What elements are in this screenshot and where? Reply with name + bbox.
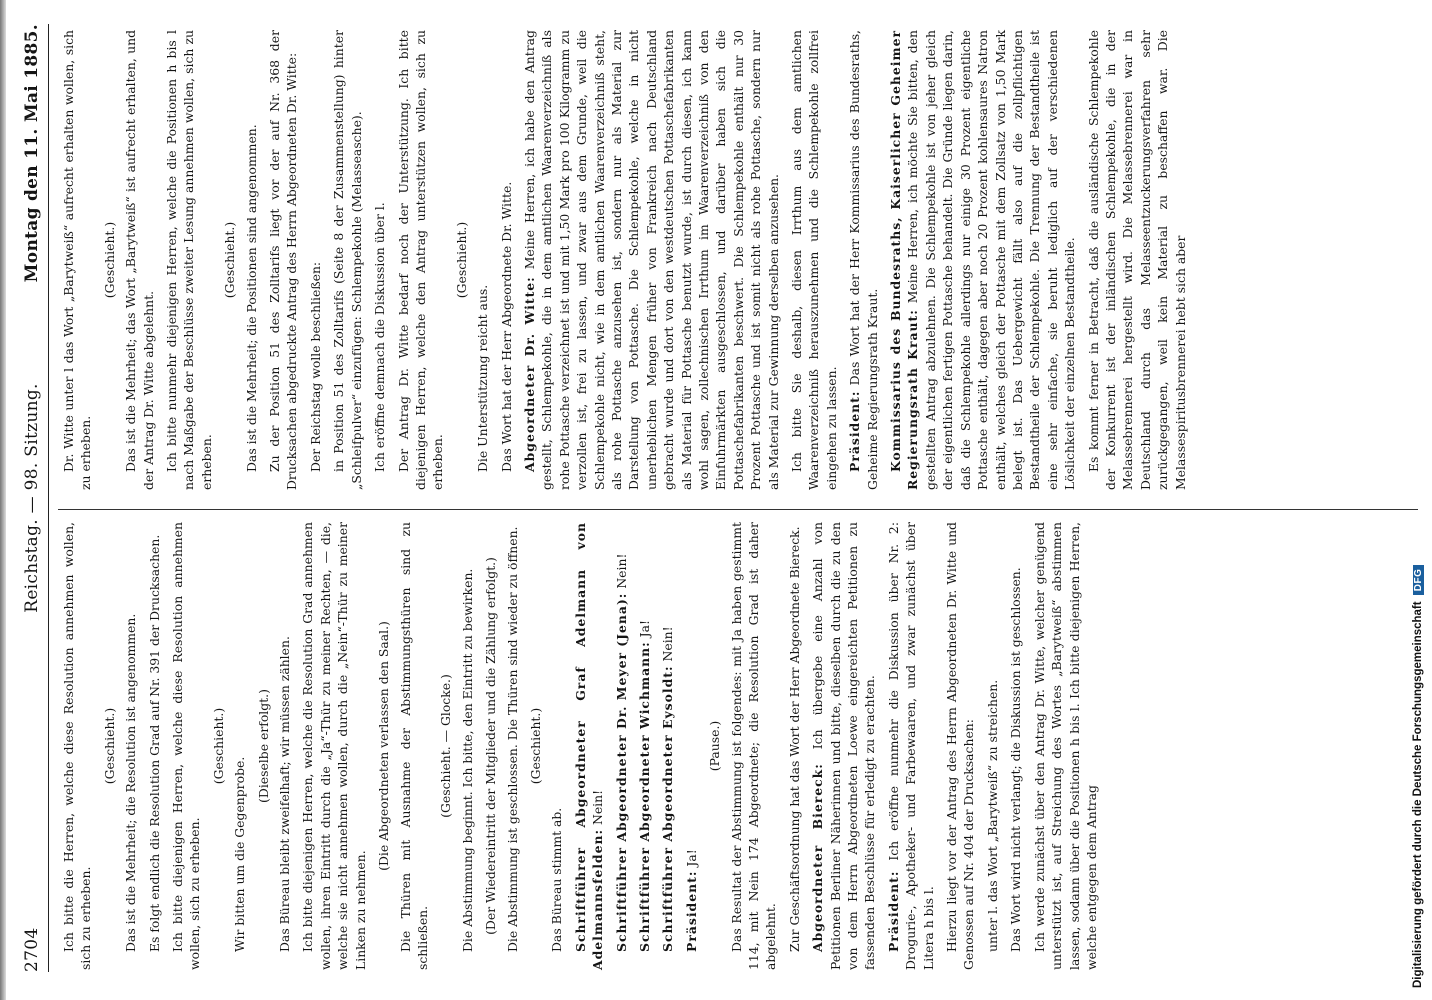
page-number: 2704 bbox=[22, 927, 42, 972]
right-column-paragraph: Das ist die Mehrheit; das Wort „Barytweiß“ ist aufrecht erhalten, und der Antrag Dr. Witte abgelehnt. bbox=[123, 30, 156, 490]
right-column-paragraph: Kommissarius des Bundesraths, Kaiserlicher Geheimer Regierungsrath Kraut: Meine Herren, ich möchte Sie bitten, den gestellten Antrag abzulehnen. Die Schlempekohle ist von jeher gleich der eigentlichen fertigen Pottasche behandelt. Die Gründe liegen darin, daß die Schlempekohle allerdings nur einige 30 Prozent eigentliche Pottasche enthält, dagegen aber noch 20 Prozent kohlensaures Natron enthält, welches gleich der Pottasche mit dem Zollsatz von 1,50 Mark belegt ist. Das Uebergewicht fällt also auf die zollpflichtigen Bestandtheile der Schlempekohle. Die Trennung der Bestandtheile ist eine sehr einfache, sie beruht lediglich auf der verschiedenen Löslichkeit der einzelnen Bestandtheile. bbox=[888, 29, 1078, 490]
left-column-paragraph: unter l. das Wort „Barytweiß“ zu streichen. bbox=[984, 679, 1000, 952]
right-column bbox=[58, 30, 1195, 490]
left-column-paragraph: Zur Geschäftsordnung hat das Wort der Herr Abgeordnete Biereck. bbox=[786, 526, 802, 952]
sidebar-credit-text: Digitalisierung gefördert durch die Deutsche Forschungsgemeinschaft bbox=[1412, 601, 1424, 988]
left-column-paragraph: (Pause.) bbox=[707, 720, 723, 772]
left-column-paragraph: Das Resultat der Abstimmung ist folgendes: mit Ja haben gestimmt 114, mit Nein 174 Abgeordnete; die Resolution Grad ist daher abgelehnt. bbox=[728, 522, 779, 970]
right-column-paragraph: (Geschieht.) bbox=[101, 221, 117, 299]
right-column-paragraph: Der Reichstag wolle beschließen: bbox=[307, 261, 323, 472]
left-column-paragraph: Ich werde zunächst über den Antrag Dr. Witte, welcher genügend unterstützt ist, auf Streichung des Wortes „Barytweiß“ abstimmen lassen, sodann über die Positionen h bis l. Ich bitte diejenigen Herren, welche entgegen dem Antrag bbox=[1031, 522, 1099, 970]
speaker-label: Präsident: bbox=[885, 870, 901, 952]
left-column-paragraph: (Geschieht.) bbox=[210, 707, 226, 785]
session-date: Montag den 11. Mai 1885. bbox=[22, 24, 42, 283]
right-column-paragraph: Die Unterstützung reicht aus. bbox=[475, 284, 491, 472]
left-column-paragraph: Die Abstimmung ist geschlossen. Die Thüren sind wieder zu öffnen. bbox=[504, 526, 520, 952]
left-column-paragraph: Präsident: Ja! bbox=[683, 849, 699, 952]
speaker-label: Präsident: bbox=[847, 390, 863, 472]
left-column-paragraph: Die Abstimmung beginnt. Ich bitte, den Eintritt zu bewirken. bbox=[459, 568, 475, 952]
left-column-paragraph: Das Büreau bleibt zweifelhaft; wir müssen zählen. bbox=[277, 636, 293, 952]
right-column-paragraph: Ich bitte Sie deshalb, diesen Irrthum aus dem amtlichen Waarenverzeichniß herauszunehmen und die Schlempekohle zollfrei eingehen zu lassen. bbox=[789, 30, 839, 490]
left-column-paragraph: Schriftführer Abgeordneter Graf Adelmann von Adelmannsfelden: Nein! bbox=[572, 522, 606, 970]
right-column-paragraph: in Position 51 des Zolltarifs (Seite 8 der Zusammenstellung) hinter „Schleifpulver“ einzufügen: Schlempekohle (Melasseasche). bbox=[331, 30, 364, 490]
left-column-paragraph: Schriftführer Abgeordneter Wichmann: Ja! bbox=[636, 620, 652, 952]
speaker-label: Schriftführer Abgeordneter Eysoldt: bbox=[660, 665, 676, 952]
speaker-label: Abgeordneter Dr. Witte: bbox=[521, 276, 537, 472]
left-column-paragraph: Das Büreau stimmt ab. bbox=[549, 807, 565, 952]
speaker-label: Schriftführer Abgeordneter Dr. Meyer (Jena): bbox=[613, 592, 629, 952]
left-column-paragraph: (Dieselbe erfolgt.) bbox=[255, 689, 271, 803]
left-column-paragraph: Es folgt endlich die Resolution Grad auf Nr. 391 der Drucksachen. bbox=[146, 534, 162, 952]
left-column-paragraph: (Geschieht. — Glocke.) bbox=[438, 674, 454, 818]
left-column-paragraph: (Geschieht.) bbox=[527, 707, 543, 785]
right-column-paragraph: Es kommt ferner in Betracht, daß die ausländische Schlempekohle der Konkurrent ist der inländischen Schlempekohle, die in der Melassebrennerei hergestellt wird. Die Melassebrennerei war in Deutschland durch das Melasseentzuckerungsverfahren sehr zurückgegangen, weil kein Material zu beschaffen war. Die Melassespiritusbrennerei hebt sich aber bbox=[1085, 30, 1188, 490]
right-column-paragraph: Abgeordneter Dr. Witte: Meine Herren, ich habe den Antrag gestellt, Schlempekohle, die in dem amtlichen Waarenverzeichniß als rohe Pottasche verzeichnet ist und mit 1,50 Mark pro 100 Kilogramm zu verzollen ist, frei zu lassen, und zwar aus dem Grunde, weil die Schlempekohle nicht, wie in dem amtlichen Waarenverzeichniß steht, als rohe Pottasche anzusehen ist, sondern nur als Material zur Darstellung von Pottasche. Die Schlempekohle, welche in nicht unerheblichen Mengen früher von Frankreich nach Deutschland gebracht wurde und dort von den westdeutschen Pottaschefabrikanten als Material für Pottasche benutzt wurde, ist durch diesen, ich kann wohl sagen, zollechnischen Irrthum im Waarenverzeichniß von den Einfuhrmärkten ausgeschlossen, und darüber haben sich die Pottaschefabrikanten beschwert. Die Schlempekohle enthält nur 30 Prozent Pottasche und ist somit nicht als rohe Pottasche, sondern nur als Material zur Gewinnung derselben anzusehen. bbox=[521, 30, 781, 490]
left-column-paragraph: (Der Wiedereintritt der Mitglieder und die Zählung erfolgt.) bbox=[483, 557, 499, 935]
left-column-paragraph: Die Thüren mit Ausnahme der Abstimmungsthüren sind zu schließen. bbox=[397, 522, 430, 970]
column-divider bbox=[58, 509, 1418, 510]
right-column-paragraph: Präsident: Das Wort hat der Herr Kommissarius des Bundesraths, Geheime Regierungsrath Kraut. bbox=[847, 30, 880, 490]
left-column-paragraph: Abgeordneter Biereck: Ich übergebe eine Anzahl von Petitionen Berliner Näherinnen und bitte, dieselben durch die zu den von dem Herrn Abgeordneten Loewe eingereichten Petitionen zu fassenden Beschlüsse für erledigt zu erachten. bbox=[810, 522, 878, 970]
left-column-paragraph: Ich bitte diejenigen Herren, welche diese Resolution annehmen wollen, sich zu erheben. bbox=[170, 522, 203, 970]
left-column-paragraph: (Geschieht.) bbox=[101, 707, 117, 785]
left-column-paragraph: (Die Abgeordneten verlassen den Saal.) bbox=[376, 621, 392, 871]
right-column-paragraph: (Geschieht.) bbox=[453, 221, 469, 299]
speaker-label: Präsident: bbox=[683, 870, 699, 952]
right-column-paragraph: Ich bitte nunmehr diejenigen Herren, welche die Positionen h bis l nach Maßgabe der Beschlüsse zweiter Lesung annehmen wollen, sich zu erheben. bbox=[164, 30, 214, 490]
right-column-paragraph: Das ist die Mehrheit; die Positionen sind angenommen. bbox=[243, 124, 259, 472]
right-column-paragraph: Der Antrag Dr. Witte bedarf noch der Unterstützung. Ich bitte diejenigen Herren, welche den Antrag unterstützen wollen, sich zu erheben. bbox=[395, 30, 446, 490]
dfg-logo: DFG bbox=[1413, 565, 1424, 596]
right-column-paragraph: Dr. Witte unter l das Wort „Barytweiß“ aufrecht erhalten wollen, sich zu erheben. bbox=[61, 30, 94, 490]
right-column-paragraph: Ich eröffne demnach die Diskussion über l. bbox=[372, 202, 388, 472]
left-column-paragraph: Wir bitten um die Gegenprobe. bbox=[232, 756, 248, 952]
left-column-paragraph: Schriftführer Abgeordneter Eysoldt: Nein! bbox=[660, 626, 676, 952]
left-column-paragraph: Ich bitte die Herren, welche diese Resolution annehmen wollen, sich zu erheben. bbox=[61, 522, 94, 970]
left-column-paragraph: Präsident: Ich eröffne nunmehr die Diskussion über Nr. 2: Drogurie-, Apotheker- und Farbewaaren, und zwar zunächst über Litera h bis l. bbox=[885, 522, 936, 970]
left-column-paragraph: Hierzu liegt vor der Antrag des Herrn Abgeordneten Dr. Witte und Genossen auf Nr. 404 der Drucksachen: bbox=[944, 522, 977, 970]
sidebar-credit bbox=[1412, 565, 1424, 988]
session-title: Reichstag. — 98. Sitzung. bbox=[22, 383, 42, 613]
page-header bbox=[18, 24, 49, 972]
right-column-paragraph: (Geschieht.) bbox=[222, 221, 238, 299]
left-column bbox=[58, 522, 1106, 970]
right-column-paragraph: Das Wort hat der Herr Abgeordnete Dr. Witte. bbox=[498, 181, 514, 472]
right-column-paragraph: Zu der Position 51 des Zolltarifs liegt vor der auf Nr. 368 der Drucksachen abgedruckte Antrag des Herrn Abgeordneten Dr. Witte: bbox=[267, 30, 300, 490]
speaker-label: Schriftführer Abgeordneter Graf Adelmann von Adelmannsfelden: bbox=[572, 522, 606, 970]
left-column-paragraph: Das ist die Mehrheit; die Resolution ist angenommen. bbox=[123, 613, 139, 952]
speaker-label: Kommissarius des Bundesraths, Kaiserlicher Geheimer Regierungsrath Kraut: bbox=[888, 30, 921, 490]
speaker-label: Abgeordneter Biereck: bbox=[810, 763, 826, 952]
left-column-paragraph: Schriftführer Abgeordneter Dr. Meyer (Jena): Nein! bbox=[613, 553, 629, 952]
left-column-paragraph: Ich bitte diejenigen Herren, welche die Resolution Grad annehmen wollen, ihren Eintritt durch die „Ja“-Thür zu meiner Rechten, — die, welche sie nicht annehmen wollen, durch die „Nein“-Thür zu meiner Linken zu nehmen. bbox=[300, 522, 368, 970]
left-column-paragraph: Das Wort wird nicht verlangt; die Diskussion ist geschlossen. bbox=[1008, 567, 1024, 952]
speaker-label: Schriftführer Abgeordneter Wichmann: bbox=[636, 641, 652, 952]
